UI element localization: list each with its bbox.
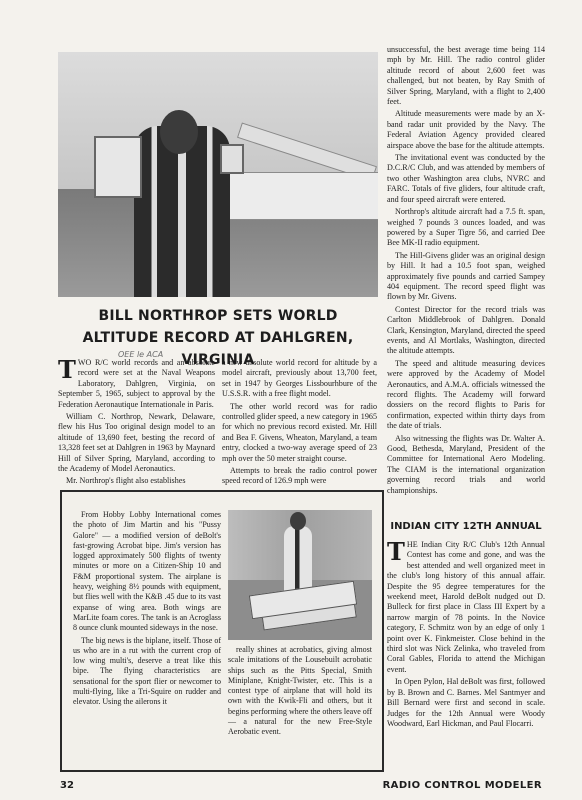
- paragraph: Also witnessing the flights was Dr. Walter A. Good, Bethesda, Maryland, President of the Committee for International Aero Modeling. The CIAM is the international organization governing record trials and world championships.: [387, 433, 545, 495]
- paragraph: Attempts to break the radio control power speed record of 126.9 mph were: [222, 466, 377, 486]
- paragraph: Northrop's altitude aircraft had a 7.5 ft. span, weighed 7 pounds 3 ounces loaded, and was powered by a Super Tigre 56, and carried Dee Bee MK-II radio equipment.: [387, 207, 545, 248]
- article-headline: BILL NORTHROP SETS WORLD ALTITUDE RECORD AT DAHLGREN, VIRGINIA: [82, 308, 354, 368]
- box-column-text-continued: [228, 645, 372, 740]
- transmitter: [94, 136, 142, 198]
- subhead-indian-city: INDIAN CITY 12TH ANNUAL: [390, 521, 542, 532]
- paragraph: Contest Director for the record trials was Carlton Middlebrook of Dahlgren. Donald Clark, Kensington, Maryland, directed the speed events, and Al Mortlaks, Washington, directed the altitude attempts.: [387, 304, 545, 356]
- paragraph: a new absolute world record for altitude by a model aircraft, previously about 13,700 feet, set in 1947 by Georges Lissbourhbure of the U.S.S.R. with a free flight model.: [222, 358, 377, 399]
- paragraph: unsuccessful, the best average time being 114 mph by Mr. Hill. The radio control glider altitude record of about 2,600 feet was challenged, but not beaten, by Ray Smith of Silver Spring, Maryland, with a flight to 2,400 feet.: [387, 45, 545, 107]
- page-number: 32: [60, 780, 74, 791]
- article-column-middle: [222, 358, 377, 489]
- paragraph: The Hill-Givens glider was an original design by Hill. It had a 10.5 foot span, weighed approximately five pounds and carried Sampey 404 equipment. The record speed flight was flown by Mr. Givens.: [387, 250, 545, 302]
- paragraph: TWO R/C world records and an absolute record were set at the Naval Weapons Laboratory, Dahlgren, Virginia, on September 5, 1965, subject to approval by the Federation Aeronautique Internationale in Paris.: [58, 355, 215, 409]
- box-column-text: [73, 510, 221, 710]
- magazine-name: RADIO CONTROL MODELER: [382, 780, 542, 791]
- photo-biplane: [228, 510, 372, 640]
- paragraph: From Hobby Lobby International comes the photo of Jim Martin and his "Pussy Galore" — a modified version of deBolt's fast-growing Acrobat bipe. Jim's version has logged approximately 500 flights of twenty minutes or more on a Citizen-Ship 10 and F&M proportional system. The airplane is heavy, weighing 8½ pounds with equipment, but flies well with the K&B .45 due to its vast expanse of wing area. Both wings are MarLite foam cores. The tank is an Acroglass 8 ounce clunk mounted sideways in the nose.: [73, 510, 221, 633]
- person-head: [290, 512, 306, 530]
- paragraph: Mr. Northrop's flight also establishes: [66, 476, 186, 486]
- person-head: [160, 110, 198, 154]
- paragraph: Altitude measurements were made by an X-band radar unit provided by the Navy. The Federal Aviation Agency provided cleared airspace above the base for the altitude attempts.: [387, 109, 545, 150]
- paragraph: In Open Pylon, Hal deBolt was first, followed by B. Brown and C. Barnes. Mel Santmyer and Bill Bernard were first and second in scale. Judges for the 12th Annual were Woody Woodward, Earl Hickman, and Paul Flocarri.: [387, 677, 545, 728]
- paragraph: THE Indian City R/C Club's 12th Annual Contest has come and gone, and was the best attended and well organized meet in the club's long history of this annual affair. Despite the 95 degree temperatures for the weekend meet, Harold deBolt nudged out D. Bulleck for first place in Class III Expert by a narrow margin of 78 points. In the Novice category, F. Schmitz won by an edge of only 1 point over K. Finkmeister. Close behind in the third slot was Nick Zelinka, who traveled from Coral Gables, Florida to attend the Michigan event.: [387, 537, 545, 674]
- photo-northrop-glider: [58, 52, 378, 297]
- glider-fuselage: [208, 172, 378, 220]
- drop-cap: T: [58, 355, 76, 384]
- transmitter-secondary: [220, 144, 244, 174]
- article-column-left: [58, 355, 215, 489]
- sidebar-box-pussy-galore: [60, 490, 384, 772]
- paragraph: The invitational event was conducted by the D.C.R/C Club, and was attended by members of two other Washington area clubs, NVRC and FARC. Totals of five gliders, four altitude craft, and four speed aircraft were entered.: [387, 153, 545, 204]
- article-column-right-bottom: [387, 537, 545, 731]
- paragraph: The big news is the biplane, itself. Those of us who are in a rut with the current crop of low wing multi's, deserve a treat like this bipe. The flying characteristics are sensational for the sport flier or newcomer to multi-flying, like a Tri-Squire on rudder and elevator. Using the ailerons it: [73, 635, 221, 707]
- paragraph: The speed and altitude measuring devices were approved by the Academy of Model Aeronautics, and A.M.A. officials witnessed the record flights. The Academy will forward dossiers on the record flights to Paris for confirmation, expected within thirty days from the date of trials.: [387, 358, 545, 431]
- paragraph: really shines at acrobatics, giving almost scale imitations of the Lousebuilt acrobatic ships such as the Pitts Special, Smith Miniplane, Knight-Twister, etc. This is a contest type of airplane that will hold its own with the Kwik-Fli and others, but it begins performing where the others leave off — a natural for the new Free-Style Aerobatic event.: [228, 645, 372, 737]
- article-column-right-top: [387, 45, 545, 498]
- handwritten-note: OEE le ACA: [118, 350, 164, 359]
- drop-cap: T: [387, 537, 405, 566]
- paragraph: The other world record was for radio controlled glider speed, a new category in 1965 for which no previous record existed. Mr. Hill and Bea F. Givens, Wheaton, Maryland, a team entry, clocked a two-way average speed of 23 mph over the 50 meter straight course.: [222, 401, 377, 463]
- paragraph: William C. Northrop, Newark, Delaware, flew his Hus Too original design model to an altitude of 13,690 feet, besting the record of 13,328 feet set at Dahlgren in 1963 by Maynard Hill of Silver Spring, Maryland, according to the Academy of Model Aeronautics.: [58, 412, 215, 474]
